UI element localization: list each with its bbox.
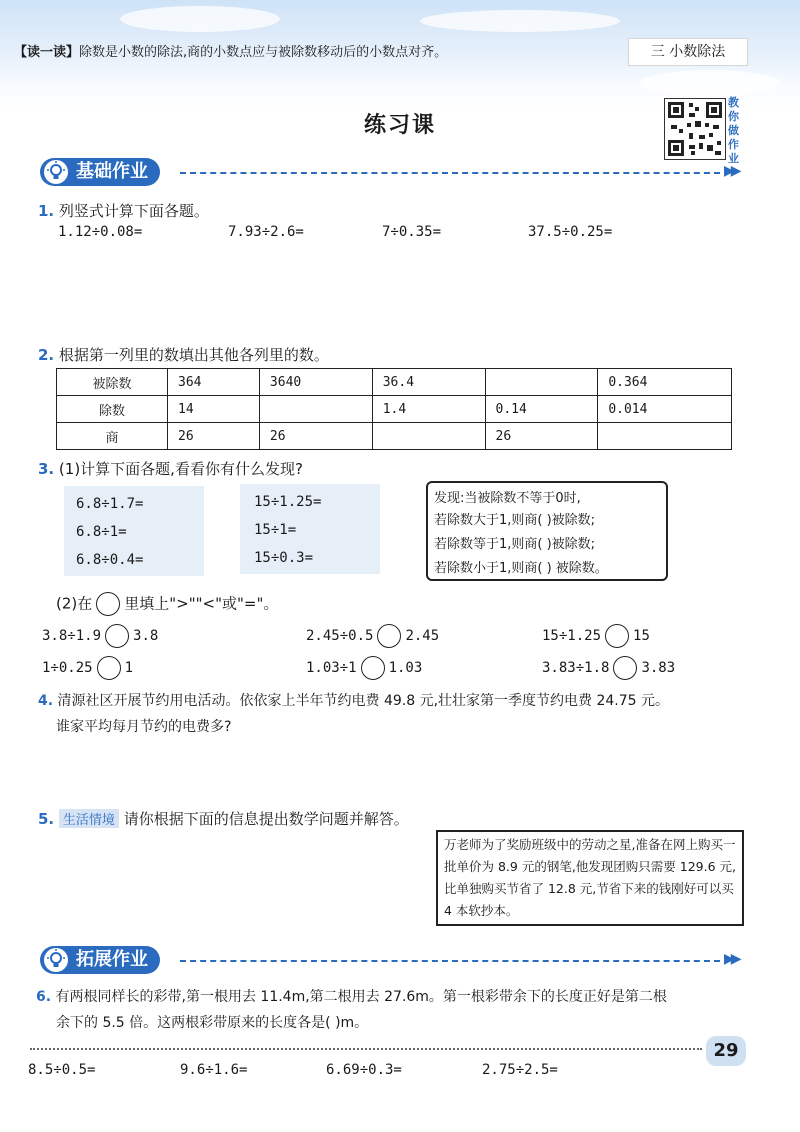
section-extend-header (40, 946, 740, 974)
section-basic-header (40, 158, 740, 186)
compare-left: 3.8÷1.9 (42, 628, 102, 644)
info-box (436, 830, 744, 926)
life-scenario-badge: 生活情境 (59, 809, 119, 828)
calc-item: 6.8÷0.4= (76, 552, 144, 568)
table-cell: 26 (168, 423, 260, 450)
question-text-line-2: 余下的 5.5 倍。这两根彩带原来的长度各是( )m。 (56, 1015, 369, 1031)
section-basic-pill (40, 158, 160, 186)
question-text: (1)计算下面各题,看看你有什么发现? (58, 460, 303, 478)
compare-right: 15 (633, 628, 650, 644)
lightbulb-icon (44, 948, 68, 972)
section-basic-title: 基础作业 (76, 161, 148, 182)
answer-circle[interactable] (97, 656, 121, 680)
compare-right: 1 (124, 660, 134, 676)
page-number: 29 (706, 1036, 746, 1066)
calc-item: 7.93÷2.6= (228, 224, 304, 240)
answer-circle[interactable] (613, 656, 637, 680)
question-number: 3. (38, 460, 55, 478)
calc-item: 6.8÷1= (76, 524, 127, 540)
question-3 (38, 458, 303, 479)
cloud-decoration (120, 6, 280, 32)
table-cell[interactable] (372, 423, 485, 450)
question-number: 5. (38, 810, 55, 828)
note-card (240, 484, 380, 574)
calc-item: 6.69÷0.3= (326, 1062, 402, 1078)
finding-line: 发现:当被除数不等于0时, (434, 491, 581, 506)
table-cell: 26 (259, 423, 372, 450)
row-header: 被除数 (57, 369, 168, 396)
table-cell: 0.14 (485, 396, 598, 423)
reading-tip (14, 42, 604, 64)
compare-right: 2.45 (405, 628, 440, 644)
table-cell[interactable] (598, 423, 732, 450)
section-extend-title: 拓展作业 (76, 949, 148, 970)
table-cell: 14 (168, 396, 260, 423)
question-number: 6. (36, 989, 52, 1005)
table-row (57, 369, 732, 396)
section-extend-pill (40, 946, 160, 974)
qr-code-icon[interactable] (664, 98, 726, 160)
answer-circle[interactable] (377, 624, 401, 648)
row-header: 商 (57, 423, 168, 450)
table-cell: 0.014 (598, 396, 732, 423)
compare-left: 1÷0.25 (42, 660, 93, 676)
circle-symbol-icon (96, 592, 120, 616)
page-title: 练习课 (363, 113, 436, 138)
chapter-label: 三 小数除法 (628, 38, 748, 66)
calc-item: 15÷0.3= (254, 550, 314, 566)
table-cell: 3640 (259, 369, 372, 396)
calc-item: 2.75÷2.5= (482, 1062, 558, 1078)
footer-divider (30, 1048, 702, 1050)
compare-left: 1.03÷1 (306, 660, 357, 676)
table-cell: 364 (168, 369, 260, 396)
compare-item (306, 656, 422, 680)
note-card (64, 486, 204, 576)
compare-right: 3.83 (641, 660, 676, 676)
question-5 (38, 808, 409, 829)
question-6 (36, 986, 667, 1006)
qr-label: 教你做作业 (728, 96, 739, 165)
compare-left: 2.45÷0.5 (306, 628, 374, 644)
table-cell: 0.364 (598, 369, 732, 396)
double-arrow-icon: ▶▶ (724, 951, 738, 967)
question-4 (38, 690, 669, 710)
calc-item: 7÷0.35= (382, 224, 442, 240)
cloud-decoration (420, 10, 620, 32)
table-row (57, 423, 732, 450)
calc-item: 1.12÷0.08= (58, 224, 143, 240)
double-arrow-icon: ▶▶ (724, 163, 738, 179)
finding-line: 若除数大于1,则商( )被除数; (434, 513, 596, 528)
question-text: 请你根据下面的信息提出数学问题并解答。 (123, 810, 409, 828)
calc-item: 15÷1= (254, 522, 297, 538)
finding-line: 若除数等于1,则商( )被除数; (434, 537, 596, 552)
calc-item: 15÷1.25= (254, 494, 322, 510)
table-cell[interactable] (485, 369, 598, 396)
info-box-text: 万老师为了奖励班级中的劳动之星,准备在网上购买一批单价为 8.9 元的钢笔,他发现团购只需要 129.6 元,比单独购买节省了 12.8 元,节省下来的钱刚好可以买 4 本软抄本。 (444, 837, 737, 918)
quotient-table (56, 368, 732, 450)
answer-circle[interactable] (105, 624, 129, 648)
part2-prefix: (2)在 (56, 594, 93, 613)
question-text: 有两根同样长的彩带,第一根用去 11.4m,第二根用去 27.6m。第一根彩带余下的长度正好是第二根 (55, 989, 667, 1005)
answer-circle[interactable] (605, 624, 629, 648)
table-row (57, 396, 732, 423)
question-text: 列竖式计算下面各题。 (58, 202, 209, 220)
finding-line: 若除数小于1,则商( ) 被除数。 (434, 561, 608, 576)
compare-left: 15÷1.25 (542, 628, 602, 644)
answer-circle[interactable] (361, 656, 385, 680)
compare-item (42, 656, 133, 680)
compare-right: 3.8 (133, 628, 159, 644)
question-2 (38, 344, 329, 365)
table-cell: 26 (485, 423, 598, 450)
calc-item: 6.8÷1.7= (76, 496, 144, 512)
question-text-line-2: 谁家平均每月节约的电费多? (56, 719, 232, 735)
cloud-decoration (640, 70, 780, 96)
compare-item (542, 624, 650, 648)
compare-item (306, 624, 439, 648)
compare-item (42, 624, 158, 648)
compare-right: 1.03 (388, 660, 423, 676)
lightbulb-icon (44, 160, 68, 184)
question-number: 2. (38, 346, 55, 364)
question-3-part-2 (56, 592, 278, 616)
compare-item (542, 656, 675, 680)
row-header: 除数 (57, 396, 168, 423)
table-cell: 1.4 (372, 396, 485, 423)
table-cell: 36.4 (372, 369, 485, 396)
finding-box (426, 481, 668, 581)
question-text: 清源社区开展节约用电活动。依依家上半年节约电费 49.8 元,壮壮家第一季度节约电费 24.75 元。 (57, 693, 670, 709)
compare-left: 3.83÷1.8 (542, 660, 610, 676)
calc-item: 8.5÷0.5= (28, 1062, 96, 1078)
question-1 (38, 200, 209, 221)
question-number: 1. (38, 202, 55, 220)
table-cell[interactable] (259, 396, 372, 423)
section-divider (180, 172, 720, 174)
section-divider (180, 960, 720, 962)
question-number: 4. (38, 693, 54, 709)
calc-item: 37.5÷0.25= (528, 224, 613, 240)
reading-tip-text: 除数是小数的除法,商的小数点应与被除数移动后的小数点对齐。 (79, 45, 448, 60)
question-text: 根据第一列里的数填出其他各列里的数。 (58, 346, 329, 364)
calc-item: 9.6÷1.6= (180, 1062, 248, 1078)
part2-suffix: 里填上">""<"或"="。 (124, 594, 279, 613)
reading-tip-tag: 【读一读】 (14, 45, 80, 60)
